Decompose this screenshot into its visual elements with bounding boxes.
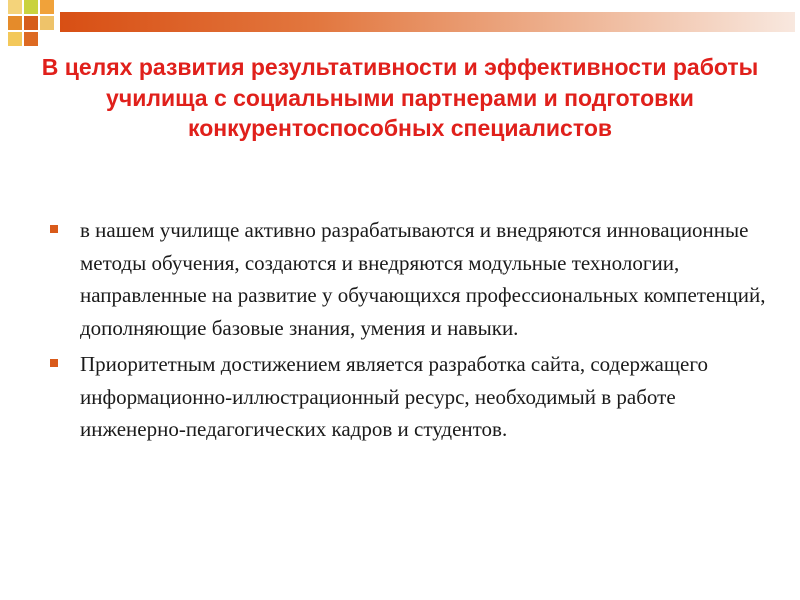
decorative-square: [24, 16, 38, 30]
square-bullet-icon: [50, 359, 58, 367]
bullet-item: [50, 214, 770, 344]
bullet-text: Приоритетным достижением является разработка сайта, содержащего информационно-иллюстрационный ресурс, необходимый в работе инженерно-педагогических кадров и студентов.: [80, 352, 708, 441]
decorative-square: [8, 32, 22, 46]
decorative-square: [24, 32, 38, 46]
bullet-item: [50, 348, 770, 446]
square-bullet-icon: [50, 225, 58, 233]
decorative-square: [8, 16, 22, 30]
decorative-square: [8, 0, 22, 14]
decorative-square: [40, 16, 54, 30]
slide-title: В целях развития результативности и эффективности работы училища с социальными партнерами и подготовки конкурентоспособных специалистов: [41, 54, 759, 141]
bullet-list: [50, 214, 770, 450]
top-accent-bar: [60, 12, 795, 32]
bullet-text: в нашем училище активно разрабатываются и внедряются инновационные методы обучения, создаются и внедряются модульные технологии, направленные на развитие у обучающихся профессиональных компетенций, дополняющие базовые знания, умения и навыки.: [80, 218, 766, 340]
decorative-square: [24, 0, 38, 14]
decorative-square: [40, 0, 54, 14]
